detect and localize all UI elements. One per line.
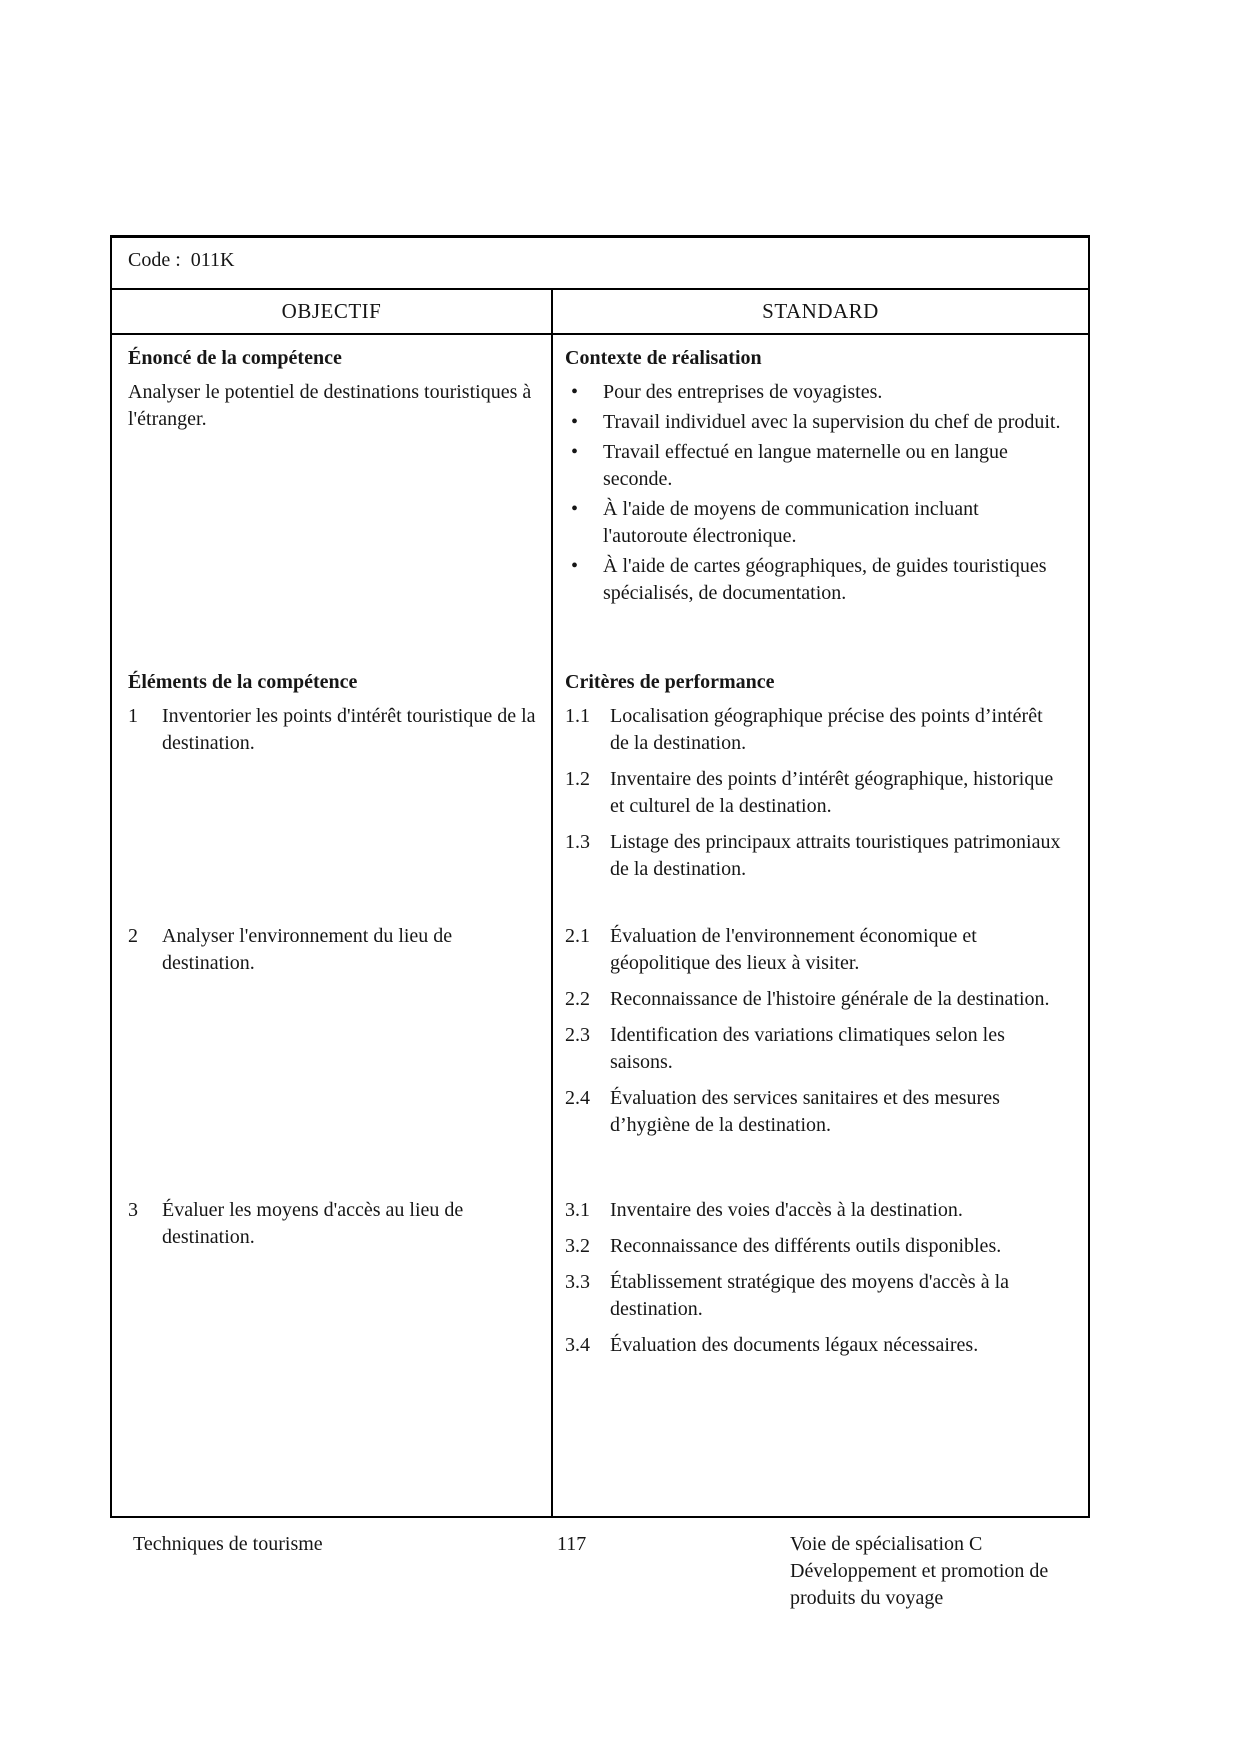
critere-text: Évaluation des documents légaux nécessaires. [610,1334,979,1356]
critere-number: 3.4 [565,1334,590,1356]
contexte-list [565,379,1062,610]
critere-text: Reconnaissance des différents outils disponibles. [610,1235,1002,1257]
contexte-item [565,439,1062,493]
footer-specialization-line2: Développement et promotion de produits du voyage [790,1560,1049,1609]
bullet-icon: • [571,441,579,463]
critere-text: Inventaire des points d’intérêt géographique, historique et culturel de la destination. [610,768,1054,817]
bullet-icon: • [571,411,579,433]
contexte-text: Travail individuel avec la supervision du chef de produit. [603,411,1061,433]
critere-number: 3.2 [565,1235,590,1257]
critere-number: 2.1 [565,925,590,947]
objectif-cell [112,335,553,1516]
contexte-title: Contexte de réalisation [565,347,762,369]
footer-program-title: Techniques de tourisme [133,1533,323,1555]
critere-item [565,829,1062,883]
critere-item [565,1332,1062,1359]
critere-text: Évaluation des services sanitaires et des mesures d’hygiène de la destination. [610,1087,1000,1136]
critere-item [565,1085,1062,1139]
critere-item [565,923,1062,977]
elements-title: Éléments de la compétence [128,671,358,693]
footer-specialization [790,1531,1075,1612]
critere-number: 2.4 [565,1087,590,1109]
standard-cell [553,335,1088,1516]
critere-text: Inventaire des voies d'accès à la destination. [610,1199,963,1221]
criteres-title: Critères de performance [565,671,775,693]
critere-number: 3.1 [565,1199,590,1221]
criteres-group-1 [565,703,1062,892]
code-label: Code : 011K [128,249,235,271]
critere-text: Identification des variations climatiques selon les saisons. [610,1024,1005,1073]
critere-item [565,766,1062,820]
element-text: Évaluer les moyens d'accès au lieu de destination. [162,1199,464,1248]
contexte-text: Pour des entreprises de voyagistes. [603,381,883,403]
enonce-text: Analyser le potentiel de destinations touristiques à l'étranger. [128,381,532,430]
critere-number: 3.3 [565,1271,590,1293]
critere-number: 1.3 [565,831,590,853]
critere-item [565,1233,1062,1260]
criteres-group-2 [565,923,1062,1148]
critere-item [565,1269,1062,1323]
column-header-standard: STANDARD [762,299,879,323]
contexte-text: Travail effectué en langue maternelle ou en langue seconde. [603,441,1008,490]
footer-specialization-line1: Voie de spécialisation C [790,1533,983,1555]
contexte-item [565,553,1062,607]
table-body-row [112,335,1088,1516]
critere-number: 1.2 [565,768,590,790]
bullet-icon: • [571,498,579,520]
element-text: Analyser l'environnement du lieu de destination. [162,925,453,974]
competency-table [110,235,1090,1518]
criteres-group-3 [565,1197,1062,1368]
element-number: 1 [128,705,138,727]
critere-text: Établissement stratégique des moyens d'accès à la destination. [610,1271,1010,1320]
critere-number: 2.3 [565,1024,590,1046]
column-header-objectif: OBJECTIF [112,290,553,333]
element-text: Inventorier les points d'intérêt touristique de la destination. [162,705,536,754]
code-row [112,238,1088,290]
bullet-icon: • [571,555,579,577]
element-item-2 [128,923,545,977]
contexte-text: À l'aide de moyens de communication incluant l'autoroute électronique. [603,498,979,547]
critere-item [565,1197,1062,1224]
bullet-icon: • [571,381,579,403]
critere-text: Reconnaissance de l'histoire générale de la destination. [610,988,1050,1010]
element-number: 2 [128,925,138,947]
critere-text: Évaluation de l'environnement économique et géopolitique des lieux à visiter. [610,925,977,974]
footer-page-number: 117 [557,1533,587,1555]
critere-text: Listage des principaux attraits touristiques patrimoniaux de la destination. [610,831,1061,880]
column-header-row [112,290,1088,335]
critere-item [565,986,1062,1013]
critere-number: 2.2 [565,988,590,1010]
element-item-1 [128,703,545,757]
contexte-text: À l'aide de cartes géographiques, de guides touristiques spécialisés, de documentation. [603,555,1047,604]
contexte-item [565,496,1062,550]
enonce-title: Énoncé de la compétence [128,347,342,369]
critere-number: 1.1 [565,705,590,727]
contexte-item [565,409,1062,436]
element-number: 3 [128,1199,138,1221]
critere-text: Localisation géographique précise des points d’intérêt de la destination. [610,705,1043,754]
element-item-3 [128,1197,545,1251]
critere-item [565,703,1062,757]
critere-item [565,1022,1062,1076]
contexte-item [565,379,1062,406]
